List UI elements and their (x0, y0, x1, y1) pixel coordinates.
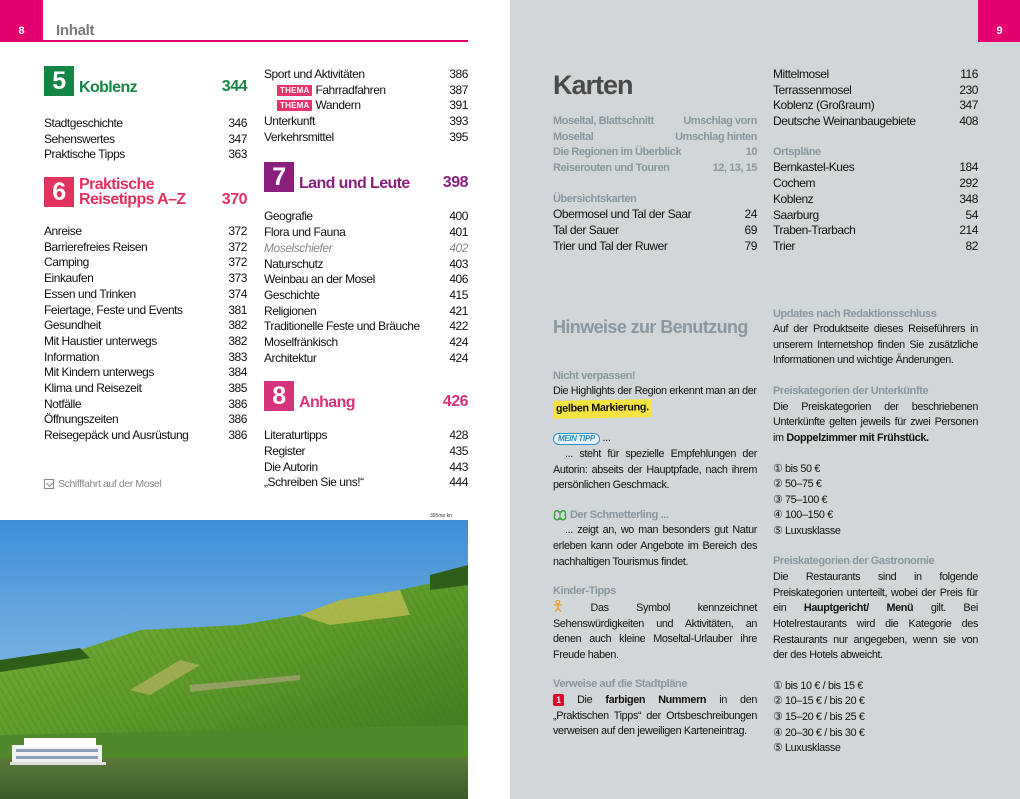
maps-title: Karten (553, 70, 633, 100)
header-rule (43, 40, 468, 42)
toc-entry[interactable] (44, 132, 247, 148)
toc-entry[interactable] (264, 67, 468, 83)
entry-page: 372 (228, 239, 247, 254)
toc-entry[interactable] (44, 350, 247, 366)
map-entry[interactable] (773, 223, 978, 239)
map-page: 79 (744, 238, 757, 253)
map-page: 116 (960, 67, 978, 81)
map-label: Tal der Sauer (553, 223, 619, 238)
chapter-6-entries (44, 224, 247, 444)
toc-entry[interactable] (44, 287, 247, 303)
entry-page: 424 (449, 334, 468, 349)
gastro-heading: Preiskategorien der Gastronomie (773, 555, 935, 568)
entry-label: Religionen (264, 303, 317, 318)
maps-column-2 (773, 67, 978, 757)
right-page (510, 0, 1020, 799)
entry-page: 381 (228, 302, 247, 317)
verweise-text-2: in den „Praktischen Tipps“ der Ortsbeschreibungen verweisen auf den jeweiligen Karteneintrag. (553, 693, 758, 738)
map-entry[interactable] (773, 176, 978, 192)
toc-entry[interactable] (44, 397, 247, 413)
map-label: Die Regionen im Überblick (553, 146, 682, 159)
entry-label: Reisegepäck und Ausrüstung (44, 428, 189, 442)
toc-entry[interactable] (44, 116, 247, 132)
map-page: 230 (959, 82, 978, 97)
entry-page: 421 (449, 303, 468, 318)
entry-label: Unterkunft (264, 114, 315, 129)
entry-page: 391 (449, 98, 468, 113)
entry-page: 346 (228, 116, 247, 130)
chapter-number: 5 (44, 66, 74, 96)
chapter-8-heading[interactable] (264, 381, 468, 411)
map-label: Trier (773, 238, 795, 253)
butterfly-icon (553, 510, 567, 522)
toc-entry[interactable] (44, 303, 247, 319)
entry-page: 393 (449, 114, 468, 129)
entry-label: Verkehrsmittel (264, 129, 334, 144)
map-page: 408 (959, 114, 978, 129)
toc-entry[interactable] (264, 319, 468, 335)
entry-page: 387 (449, 82, 468, 97)
chapter-page: 398 (442, 174, 468, 192)
map-entry[interactable] (773, 67, 978, 83)
entry-label: Feiertage, Feste und Events (44, 302, 183, 317)
toc-entry[interactable] (44, 381, 247, 397)
schmetterling-title: Der Schmetterling ... (570, 508, 669, 521)
price-category: ② 50–75 € (773, 478, 822, 491)
chapter-page: 426 (442, 393, 468, 411)
entry-page: 401 (449, 225, 468, 240)
entry-page: 443 (449, 459, 468, 474)
map-entry[interactable] (553, 239, 757, 255)
toc-entry[interactable] (264, 351, 468, 367)
toc-entry[interactable] (44, 365, 247, 381)
gastro-body-1: Die Restaurants sind in folgende Preiskategorien unterteilt, wobei der Preis für ein (773, 571, 978, 615)
map-page: 24 (744, 207, 757, 222)
toc-entry-sub[interactable] (264, 241, 468, 257)
city-maps-heading: Ortspläne (773, 145, 821, 158)
map-entry[interactable] (553, 114, 757, 130)
entry-label: „Schreiben Sie uns!“ (264, 475, 364, 490)
usage-title: Hinweise zur Benutzung (553, 316, 748, 337)
unterkunft-body: Die Preiskategorien der beschriebenen Unterkünfte gelten jeweils für zwei Personen im (773, 400, 978, 444)
toc-entry[interactable] (264, 114, 468, 130)
entry-page: 385 (228, 380, 247, 395)
toc-entry[interactable] (264, 225, 468, 241)
entry-label: Weinbau an der Mosel (264, 272, 375, 287)
vineyard-image (0, 520, 468, 799)
mein-tipp-block (553, 431, 757, 493)
map-label: Obermosel und Tal der Saar (553, 207, 692, 222)
passenger-boat (10, 738, 106, 765)
map-page: 348 (959, 191, 978, 206)
entry-page: 424 (449, 350, 468, 365)
entry-label: Öffnungszeiten (44, 412, 119, 427)
toc-entry[interactable] (264, 288, 468, 304)
photo-caption-text: Schifffahrt auf der Mosel (58, 478, 162, 490)
entry-page: 435 (449, 444, 468, 458)
gastro-price-list (773, 679, 978, 757)
map-label: Deutsche Weinanbaugebiete (773, 114, 916, 129)
price-category: ④ 100–150 € (773, 509, 833, 522)
schmetterling-text: ... zeigt an, wo man besonders gut Natur erleben kann oder Angebote im Bereich des nachhaltigen Tourismus findet. (553, 524, 757, 568)
entry-label: Register (264, 444, 306, 458)
unterkunft-price-list (773, 462, 978, 540)
updates-text: Auf der Produktseite dieses Reiseführers in unserem Internetshop finden Sie zusätzliche Informationen und wichtige Änderungen. (773, 323, 978, 367)
map-label: Saarburg (773, 207, 819, 222)
entry-page: 386 (228, 428, 247, 442)
entry-page: 415 (449, 287, 468, 302)
entry-label: Architektur (264, 350, 317, 365)
chapter-page: 370 (221, 191, 247, 209)
entry-label: Moselschiefer (264, 240, 333, 255)
kinder-block (553, 600, 757, 663)
photo-caption (44, 478, 161, 490)
gastro-body-2: gilt. Bei Hotelrestaurants wird die Kategorie des Restaurants nur angegeben, wenn sie von der des Hotels abweicht. (773, 602, 978, 662)
entry-label: Wandern (315, 98, 361, 113)
unterkunft-heading: Preiskategorien der Unterkünfte (773, 385, 929, 398)
entry-label: Sehenswertes (44, 131, 115, 146)
toc-entry[interactable] (264, 209, 468, 225)
entry-page: 428 (449, 428, 468, 443)
entry-label: Geografie (264, 209, 313, 224)
map-entry[interactable] (773, 192, 978, 208)
map-page: Umschlag hinten (675, 130, 757, 143)
entry-page: 406 (449, 272, 468, 287)
caption-arrow-icon (44, 479, 54, 489)
child-icon (553, 600, 563, 612)
entry-label: Flora und Fauna (264, 225, 346, 240)
toc-entry[interactable] (44, 428, 247, 444)
nicht-verpassen-body: Die Highlights der Region erkennt man an der (553, 385, 757, 398)
map-number-badge: 1 (553, 694, 564, 706)
thema-badge: THEMA (277, 85, 312, 96)
map-entry[interactable] (773, 114, 978, 130)
map-entry[interactable] (553, 145, 757, 161)
price-category: ④ 20–30 € / bis 30 € (773, 726, 865, 739)
entry-page: 422 (449, 319, 468, 334)
entry-page: 383 (228, 349, 247, 364)
schmetterling-heading (553, 508, 757, 524)
updates-heading: Updates nach Redaktionsschluss (773, 307, 937, 320)
toc-entry[interactable] (44, 412, 247, 428)
entry-label: Gesundheit (44, 318, 101, 333)
entry-label: Essen und Trinken (44, 286, 136, 301)
chapter-title-line: Praktische (79, 176, 154, 194)
maps-column-1 (553, 68, 757, 740)
price-category: ③ 75–100 € (773, 493, 828, 506)
toc-entry[interactable] (44, 271, 247, 287)
entry-page: 384 (228, 365, 247, 380)
map-page: 12, 13, 15 (712, 162, 757, 175)
toc-column-1 (44, 64, 247, 444)
nicht-verpassen-heading: Nicht verpassen! (553, 369, 636, 382)
price-category: ② 10–15 € / bis 20 € (773, 695, 865, 708)
thema-badge: THEMA (277, 100, 312, 111)
chapter-number: 8 (264, 381, 294, 411)
chapter-title: Anhang (299, 394, 355, 412)
map-label: Bernkastel-Kues (773, 160, 855, 175)
toc-entry[interactable] (44, 147, 247, 163)
toc-entry[interactable] (44, 255, 247, 271)
entry-page: 347 (228, 131, 247, 146)
chapter-page: 344 (221, 78, 247, 95)
entry-page: 386 (228, 412, 247, 427)
map-label: Moseltal, Blattschnitt (553, 115, 654, 127)
toc-entry-thema[interactable] (264, 83, 468, 99)
toc-entry[interactable] (264, 335, 468, 351)
kinder-text: Das Symbol kennzeichnet Sehenswürdigkeiten und Aktivitäten, an denen auch kleine Moseltal-Urlauber ihre Freude haben. (553, 601, 758, 661)
entry-page: 386 (449, 67, 468, 81)
map-page: 214 (959, 223, 978, 238)
entry-label: Traditionelle Feste und Bräuche (264, 319, 420, 334)
entry-label: Anreise (44, 224, 82, 239)
entry-label: Fahrradfahren (315, 82, 386, 97)
toc-entry[interactable] (264, 130, 468, 146)
mein-tipp-text: ... steht für spezielle Empfehlungen der Autorin: abseits der Hauptpfade, nach ihrem persönlichen Geschmack. (553, 447, 757, 492)
entry-label: Information (44, 349, 100, 364)
map-page: 54 (965, 207, 978, 222)
map-label: Moseltal (553, 130, 594, 143)
toc-entry[interactable] (44, 318, 247, 334)
toc-entry[interactable] (44, 224, 247, 240)
map-label: Mittelmosel (773, 67, 829, 81)
entry-page: 382 (228, 318, 247, 333)
entry-label: Stadtgeschichte (44, 116, 123, 130)
highlight-marker: gelben Markierung. (553, 399, 652, 418)
toc-entry[interactable] (264, 444, 468, 460)
mosel-vineyard-photo (0, 520, 468, 799)
map-label: Reiserouten und Touren (553, 162, 670, 175)
entry-label: Naturschutz (264, 256, 324, 271)
entry-page: 403 (449, 256, 468, 271)
map-page: 347 (959, 98, 978, 113)
entry-page: 395 (449, 129, 468, 144)
price-category: ① bis 10 € / bis 15 € (773, 679, 863, 692)
unterkunft-text (773, 400, 978, 447)
entry-page: 386 (228, 396, 247, 411)
page-number-right (978, 0, 1020, 42)
map-page: 292 (959, 176, 978, 191)
chapter-title-line: Reisetipps A–Z (79, 191, 186, 209)
toc-entry[interactable] (264, 257, 468, 273)
map-page: 69 (744, 223, 757, 238)
toc-entry[interactable] (264, 272, 468, 288)
chapter-number: 6 (44, 177, 74, 207)
map-entry[interactable] (553, 161, 757, 177)
price-category: ① bis 50 € (773, 462, 820, 475)
toc-entry[interactable] (264, 304, 468, 320)
nicht-verpassen-text (553, 384, 757, 417)
toc-column-2 (264, 67, 468, 491)
entry-page: 444 (449, 475, 468, 490)
map-entry[interactable] (773, 160, 978, 176)
price-category: ⑤ Luxusklasse (773, 524, 841, 537)
toc-entry[interactable] (44, 334, 247, 350)
toc-entry[interactable] (264, 460, 468, 476)
entry-label: Camping (44, 255, 89, 270)
map-label: Koblenz (773, 191, 814, 206)
verweise-bold: farbigen Nummern (605, 693, 707, 706)
verweise-text-1: Die (577, 693, 593, 706)
page-number-text: 9 (996, 25, 1003, 37)
map-label: Cochem (773, 176, 815, 191)
map-label: Trier und Tal der Ruwer (553, 238, 668, 253)
entry-label: Geschichte (264, 287, 320, 302)
entry-label: Barrierefreies Reisen (44, 239, 148, 254)
entry-label: Mit Haustier unterwegs (44, 333, 157, 348)
unterkunft-bold: Doppelzimmer mit Frühstück. (786, 431, 929, 444)
entry-label: Klima und Reisezeit (44, 380, 142, 395)
gastro-text (773, 570, 978, 664)
entry-page: 372 (228, 224, 247, 239)
entry-label: Praktische Tipps (44, 147, 125, 162)
verweise-heading: Verweise auf die Stadtpläne (553, 678, 688, 691)
price-category: ③ 15–20 € / bis 25 € (773, 710, 865, 723)
entry-label: Sport und Aktivitäten (264, 67, 365, 81)
mein-tipp-icon: MEIN TIPP (553, 433, 600, 445)
mein-tipp-ellipsis: ... (602, 432, 611, 445)
entry-label: Mit Kindern unterwegs (44, 365, 154, 380)
map-page: 82 (965, 238, 978, 253)
toc-entry-thema[interactable] (264, 98, 468, 114)
entry-label: Einkaufen (44, 271, 94, 286)
entry-page: 363 (228, 147, 247, 162)
entry-label: Die Autorin (264, 459, 318, 474)
toc-entry[interactable] (264, 475, 468, 491)
page-number-text: 8 (18, 25, 25, 37)
chapter-number: 7 (264, 162, 294, 192)
map-entry[interactable] (553, 130, 757, 146)
chapter-6-heading[interactable] (44, 177, 247, 209)
entry-page: 382 (228, 333, 247, 348)
price-category: ⑤ Luxusklasse (773, 742, 841, 755)
overview-maps-heading: Übersichtskarten (553, 192, 637, 205)
map-entry[interactable] (773, 83, 978, 99)
map-label: Koblenz (Großraum) (773, 98, 875, 113)
entry-page: 373 (228, 271, 247, 286)
map-page: 10 (745, 146, 757, 159)
map-entry[interactable] (773, 208, 978, 224)
kinder-heading: Kinder-Tipps (553, 585, 616, 598)
map-label: Terrassenmosel (773, 82, 852, 97)
toc-entry[interactable] (44, 240, 247, 256)
map-entry[interactable] (553, 223, 757, 239)
photo-credit: 395mo kn (430, 513, 452, 519)
entry-page: 400 (449, 209, 468, 224)
map-entry[interactable] (553, 207, 757, 223)
toc-entry[interactable] (264, 428, 468, 444)
map-entry[interactable] (773, 239, 978, 255)
map-page: Umschlag vorn (683, 115, 757, 127)
page-header-title: Inhalt (56, 22, 95, 39)
entry-page: 372 (228, 255, 247, 270)
map-page: 184 (959, 160, 978, 175)
chapter-title (74, 177, 222, 209)
entry-label: Moselfränkisch (264, 334, 338, 349)
entry-page: 374 (228, 286, 247, 301)
entry-page: 402 (449, 240, 468, 255)
chapter-5-heading[interactable] (44, 64, 247, 96)
entry-label: Literaturtipps (264, 428, 328, 443)
gastro-bold: Hauptgericht/ Menü (803, 602, 914, 615)
map-label: Traben-Trarbach (773, 223, 856, 238)
verweise-block (553, 693, 757, 740)
chapter-7-heading[interactable] (264, 162, 468, 192)
entry-label: Notfälle (44, 396, 82, 411)
chapter-title: Land und Leute (299, 175, 410, 193)
map-entry[interactable] (773, 98, 978, 114)
page-number-left (0, 0, 43, 42)
chapter-title: Koblenz (79, 79, 138, 96)
